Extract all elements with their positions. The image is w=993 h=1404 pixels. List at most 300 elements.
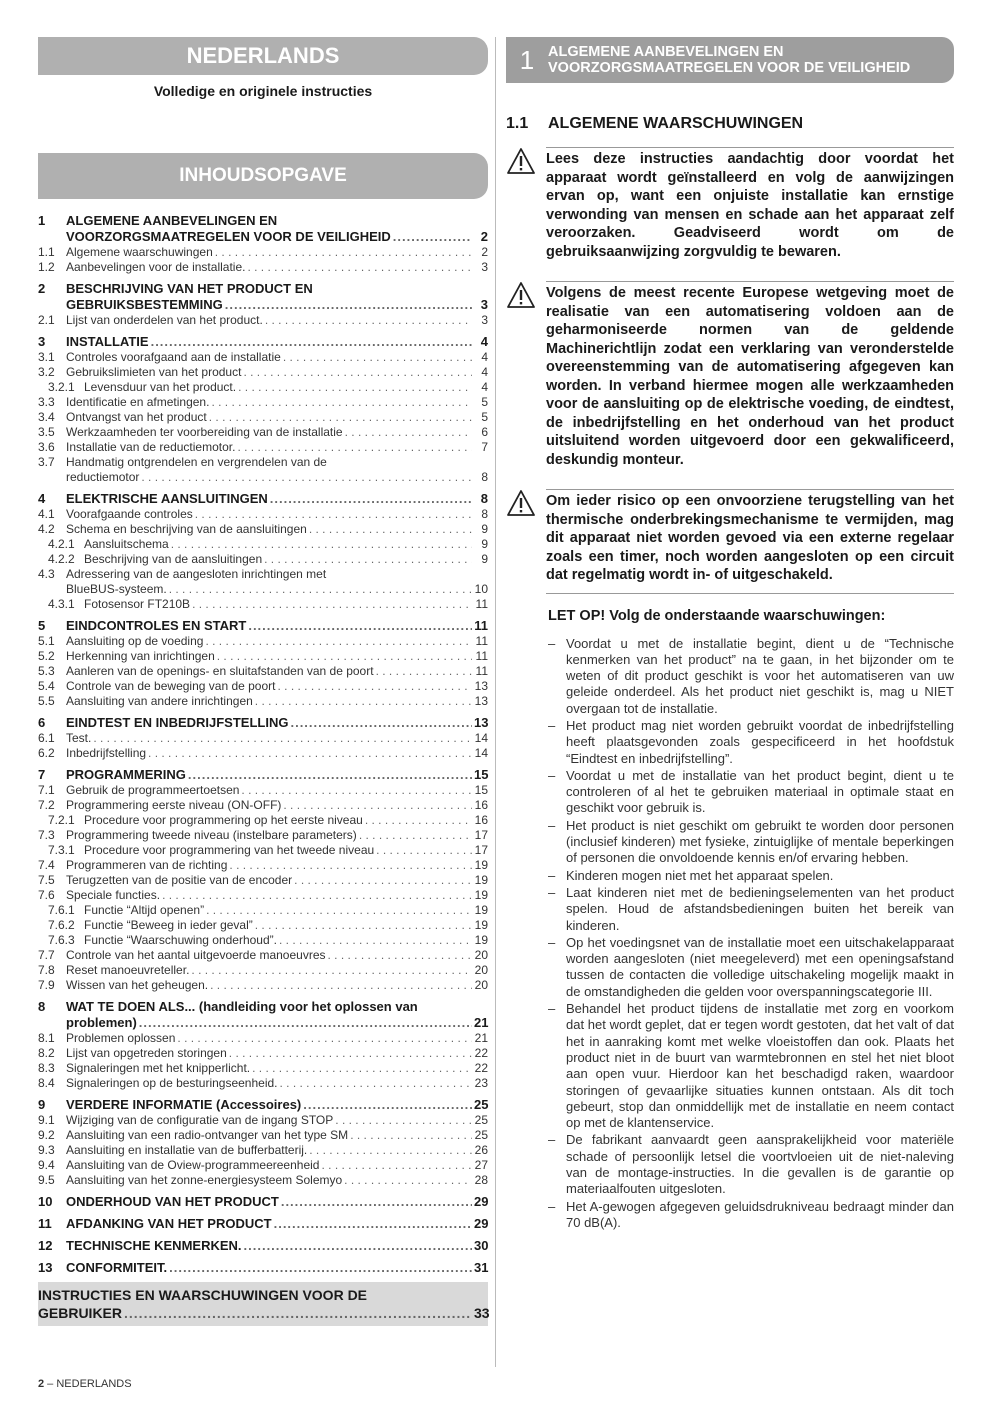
toc-leader	[393, 229, 472, 245]
toc-page: 8	[480, 491, 488, 506]
toc-text: Wijziging van de configuratie van de ingang STOP	[66, 1113, 334, 1127]
toc-line[interactable]	[38, 1260, 488, 1276]
toc-text: Functie “Altijd openen”	[84, 903, 205, 917]
toc-page: 13	[474, 694, 488, 708]
toc-number: 7.8	[38, 963, 55, 977]
toc-page: 17	[474, 843, 488, 857]
toc-number: 5	[38, 618, 46, 633]
toc-number: 3.5	[38, 425, 55, 439]
toc-number: 7	[38, 767, 46, 782]
toc-number: 9.1	[38, 1113, 55, 1127]
subsection-number: 1.1	[506, 115, 529, 132]
toc-leader	[209, 410, 472, 425]
toc-page: 11	[475, 597, 488, 611]
toc-line[interactable]	[38, 1194, 488, 1210]
toc-text: CONFORMITEIT.	[66, 1260, 168, 1275]
toc-page: 3	[481, 260, 488, 274]
toc-leader	[283, 350, 472, 365]
toc-leader	[188, 767, 472, 783]
toc-line[interactable]	[38, 649, 488, 664]
toc-line[interactable]	[38, 537, 488, 552]
warning-icon	[506, 489, 546, 594]
toc-text: WAT TE DOEN ALS... (handleiding voor het oplossen van	[66, 999, 418, 1014]
toc-line[interactable]	[38, 313, 488, 328]
toc-text: VOORZORGSMAATREGELEN VOOR DE VEILIGHEID	[66, 229, 391, 244]
toc-text: Programmering eerste niveau (ON-OFF)	[66, 798, 282, 812]
bullet-item: – Op het voedingsnet van de installatie moet een uitschakelapparaat worden aangesloten (niet meegeleverd) met een openingsafstand tussen de contacten die volledige uitschakeling mogelijk maakt in de omstandigheden die gelden voor overspanningscategorie III.	[548, 935, 954, 1000]
toc-text: Terugzetten van de positie van de encoder	[66, 873, 293, 887]
toc-number: 7.7	[38, 948, 55, 962]
toc-page: 27	[474, 1158, 488, 1172]
toc-line[interactable]	[38, 1076, 488, 1091]
toc-leader	[195, 507, 472, 522]
toc-text: reductiemotor	[66, 470, 140, 484]
footer-page-number: 2	[38, 1378, 45, 1390]
toc-line[interactable]	[38, 597, 488, 612]
right-column	[506, 37, 954, 1232]
toc-line[interactable]	[38, 213, 488, 229]
bullet-item: – Het product is niet geschikt om gebruikt te worden door personen (inclusief kinderen) met fysieke, zintuiglijke of mentale beperkingen of personen die onvoldoende kennis en/of ervaring hebben.	[548, 818, 954, 867]
toc-line[interactable]	[38, 858, 488, 873]
toc-number: 7.4	[38, 858, 55, 872]
subtitle: Volledige en originele instructies	[153, 83, 373, 99]
toc-text: Handmatig ontgrendelen en vergrendelen van de	[66, 455, 327, 469]
toc-line[interactable]	[38, 888, 488, 903]
toc-chapter	[38, 1238, 488, 1254]
toc-text: Aansluiting op de voeding	[66, 634, 204, 648]
toc-text: Wissen van het geheugen.	[66, 978, 209, 992]
toc-leader	[93, 731, 472, 746]
section-number: 1	[519, 44, 535, 75]
toc-leader	[225, 297, 472, 313]
toc-line[interactable]	[38, 828, 488, 843]
toc-page: 3	[480, 297, 488, 312]
toc-leader	[151, 334, 472, 350]
toc-leader	[328, 948, 473, 963]
toc-page: 9	[481, 552, 488, 566]
bullet-item: – De fabrikant aanvaardt geen aansprakelijkheid voor materiële schade of persoonlijk letsel die voortvloeien uit de niet-naleving van de montage-instructies. In die gevallen is de garantie op materiaalfouten uitgesloten.	[548, 1132, 954, 1197]
toc-line[interactable]	[38, 470, 488, 485]
bullet-item: – Het product mag niet worden gebruikt voordat de inbedrijfstelling heeft plaatsgevonden zoals gespecificeerd in het hoofdstuk “Eindtest en inbedrijfstelling”.	[548, 718, 954, 767]
toc-page: 21	[474, 1015, 489, 1030]
toc-page: 29	[474, 1194, 489, 1209]
toc-number: 7.6.3	[48, 933, 75, 947]
toc-number: 7.9	[38, 978, 55, 992]
toc-leader	[148, 746, 472, 761]
toc-page: 11	[475, 664, 488, 678]
toc-line[interactable]	[38, 229, 488, 245]
toc-text: Fotosensor FT210B	[84, 597, 191, 611]
warning-icon	[506, 147, 546, 261]
toc-line[interactable]	[38, 1113, 488, 1128]
toc-number: 9.3	[38, 1143, 55, 1157]
toc-text: Ontvangst van het product	[66, 410, 207, 424]
toc-line[interactable]	[38, 963, 488, 978]
section-title-line: ALGEMENE AANBEVELINGEN EN	[548, 44, 784, 60]
toc-number: 9.5	[38, 1173, 55, 1187]
toc-line[interactable]	[38, 918, 488, 933]
toc-page: 16	[474, 813, 488, 827]
toc-number: 6.1	[38, 731, 55, 745]
toc-page: 22	[474, 1061, 488, 1075]
toc-page: 25	[474, 1097, 489, 1112]
language-banner: NEDERLANDS	[38, 37, 488, 75]
toc-leader	[171, 537, 472, 552]
toc-number: 7.6	[38, 888, 55, 902]
toc-line[interactable]	[38, 522, 488, 537]
toc-line[interactable]	[38, 1158, 488, 1173]
toc-number: 8.1	[38, 1031, 55, 1045]
toc-text: Levensduur van het product.	[84, 380, 237, 394]
toc-line[interactable]	[38, 731, 488, 746]
warning-text: Om ieder risico op een onvoorziene terugstelling van het thermische onderbrekingsmechanisme te vermijden, mag dit apparaat niet worden gevoed via een externe regelaar zoals een timer, noch worden aangesloten op een circuit dat regelmatig wordt in- of uitgeschakeld.	[546, 489, 954, 594]
toc-number: 4.3	[38, 567, 55, 581]
toc-leader	[277, 679, 472, 694]
toc-number: 3.6	[38, 440, 55, 454]
toc-chapter	[38, 618, 488, 709]
toc-number: 5.4	[38, 679, 55, 693]
toc-page: 13	[474, 679, 488, 693]
toc-line[interactable]	[38, 1143, 488, 1158]
toc-chapter	[38, 491, 488, 612]
toc-page: 11	[475, 634, 488, 648]
toc-number: 4.3.1	[48, 597, 75, 611]
warning-block	[506, 489, 954, 594]
toc-page: 4	[480, 334, 488, 349]
toc-line[interactable]	[38, 634, 488, 649]
toc-text: Speciale functies.	[66, 888, 161, 902]
toc-line[interactable]	[38, 491, 488, 507]
toc-page: 20	[474, 963, 488, 977]
toc-line[interactable]	[38, 933, 488, 948]
toc-page: 7	[481, 440, 488, 454]
toc-number: 5.3	[38, 664, 55, 678]
toc-text: BESCHRIJVING VAN HET PRODUCT EN	[66, 281, 313, 296]
toc-line[interactable]	[38, 715, 488, 731]
toc-text: TECHNISCHE KENMERKEN.	[66, 1238, 242, 1253]
toc-text: Controles voorafgaand aan de installatie	[66, 350, 281, 364]
toc-leader	[344, 1173, 472, 1188]
toc-number: 8.4	[38, 1076, 55, 1090]
toc-page: 4	[481, 365, 488, 379]
warning-block	[506, 281, 954, 469]
toc-leader	[376, 843, 472, 858]
toc-leader	[141, 470, 472, 485]
toc-line[interactable]	[38, 903, 488, 918]
toc-text: EINDCONTROLES EN START	[66, 618, 247, 633]
toc-number: 9	[38, 1097, 46, 1112]
toc-leader	[229, 858, 472, 873]
toc-line[interactable]	[38, 1173, 488, 1188]
toc-leader	[124, 1304, 472, 1322]
toc-text: Lijst van opgetreden storingen	[66, 1046, 227, 1060]
toc-line[interactable]	[38, 260, 488, 275]
toc-line[interactable]	[38, 582, 488, 597]
toc-number: 8	[38, 999, 46, 1014]
toc-leader	[243, 365, 472, 380]
toc-leader	[252, 1061, 472, 1076]
warning-icon	[506, 281, 546, 469]
toc-leader	[321, 1158, 472, 1173]
toc-page: 2	[481, 245, 488, 259]
toc-text: Procedure voor programmering van het tweede niveau	[84, 843, 375, 857]
toc-line[interactable]	[38, 664, 488, 679]
toc-page: 10	[474, 582, 488, 596]
toc-page: 21	[474, 1031, 488, 1045]
toc-number: 4.2.2	[48, 552, 75, 566]
toc-page: 8	[481, 470, 488, 484]
toc-leader	[335, 1113, 472, 1128]
toc-page: 29	[474, 1216, 489, 1231]
toc-number: 3	[38, 334, 46, 349]
toc-line[interactable]	[38, 1031, 488, 1046]
toc-text: Aansluiting van de Oview-programmeereenheid	[66, 1158, 320, 1172]
toc-page: 25	[474, 1113, 488, 1127]
toc-number: 7.2	[38, 798, 55, 812]
toc-text: Aansluiting en installatie van de bufferbatterij.	[66, 1143, 308, 1157]
toc-line[interactable]	[38, 618, 488, 634]
toc-line[interactable]	[38, 567, 488, 582]
toc-chapter	[38, 715, 488, 761]
warnings-list	[506, 147, 954, 594]
toc-number: 5.1	[38, 634, 55, 648]
toc-page: 28	[474, 1173, 488, 1187]
toc-line[interactable]	[38, 245, 488, 260]
warning-text: Volgens de meest recente Europese wetgeving moet de realisatie van een automatisering voldoen aan de geharmoniseerde normen van de geldende Machinerichtlijn zodat een verklaring van veronderstelde overeenstemming van de automatisering afgegeven kan worden. In verband hiermee mogen alle werkzaamheden voor de aansluiting op de elektrische voeding, de eindtest, de inbedrijfstelling en het onderhoud van het product uitsluitend worden uitgevoerd door een gekwalificeerd, deskundig monteur.	[546, 281, 954, 469]
toc-line[interactable]	[38, 1216, 488, 1232]
toc-leader	[376, 664, 472, 679]
toc-leader	[215, 245, 472, 260]
toc-leader	[211, 395, 472, 410]
bullet-item: – Laat kinderen niet met de bedieningselementen van het product spelen. Houd de afstandsbedieningen buiten het bereik van kinderen.	[548, 885, 954, 934]
toc-number: 2.1	[38, 313, 55, 327]
toc-text: Controle van de beweging van de poort	[66, 679, 276, 693]
attention-heading: LET OP! Volg de onderstaande waarschuwingen:	[548, 607, 886, 624]
toc-page: 20	[474, 948, 488, 962]
page-footer	[38, 1378, 132, 1390]
toc-number: 11	[38, 1216, 52, 1231]
user-instructions-entry[interactable]	[38, 1282, 488, 1326]
toc-page: 15	[474, 783, 488, 797]
toc-number: 4.1	[38, 507, 55, 521]
toc-leader	[139, 1015, 472, 1031]
toc-number: 2	[38, 281, 46, 296]
toc-number: 1	[38, 213, 46, 228]
toc-line[interactable]	[38, 999, 488, 1015]
toc-line[interactable]	[38, 1097, 488, 1113]
toc-leader	[365, 813, 472, 828]
toc-leader	[309, 522, 472, 537]
toc-text: INSTRUCTIES EN WAARSCHUWINGEN VOOR DE	[38, 1287, 368, 1303]
toc-leader	[345, 425, 472, 440]
toc-text: Voorafgaande controles	[66, 507, 193, 521]
toc-number: 3.2.1	[48, 380, 75, 394]
toc-text: Signaleringen op de besturingseenheid.	[66, 1076, 278, 1090]
toc-page: 22	[474, 1046, 488, 1060]
toc-text: Aanleren van de openings- en sluitafstanden van de poort	[66, 664, 374, 678]
toc-number: 7.3.1	[48, 843, 75, 857]
toc-leader	[191, 963, 472, 978]
subsection-heading	[506, 115, 954, 133]
toc-text: Programmering tweede niveau (instelbare parameters)	[66, 828, 357, 842]
toc-line[interactable]	[38, 380, 488, 395]
toc-line[interactable]	[38, 507, 488, 522]
toc-text: Problemen oplossen	[66, 1031, 176, 1045]
toc-line[interactable]	[38, 843, 488, 858]
toc-leader	[264, 552, 472, 567]
toc-text: Adressering van de aangesloten inrichtingen met	[66, 567, 327, 581]
section-banner	[506, 37, 954, 83]
toc-line[interactable]	[38, 297, 488, 313]
toc-chapter	[38, 1194, 488, 1210]
toc-page: 26	[474, 1143, 488, 1157]
toc-line[interactable]	[38, 798, 488, 813]
toc-number: 3.4	[38, 410, 55, 424]
toc-leader	[309, 1143, 472, 1158]
toc-leader	[205, 634, 472, 649]
toc-leader	[206, 903, 472, 918]
bullet-item: – Het A-gewogen afgegeven geluidsdrukniveau bedraagt minder dan 70 dB(A).	[548, 1199, 954, 1232]
toc-text: ELEKTRISCHE AANSLUITINGEN	[66, 491, 268, 506]
toc-page: 9	[481, 522, 488, 536]
warning-text: Lees deze instructies aandachtig door voordat het apparaat wordt geïnstalleerd en volg de aanwijzingen ervan op, want een onjuiste installatie kan ernstige verwonding van mensen en schade aan het apparaat zelf veroorzaken. Geadviseerd wordt om de gebruiksaanwijzing zorgvuldig te bewaren.	[546, 147, 954, 261]
warning-block	[506, 147, 954, 261]
section-title-line: VOORZORGSMAATREGELEN VOOR DE VEILIGHEID	[548, 60, 911, 76]
toc-page: 14	[474, 746, 488, 760]
toc-page: 2	[480, 229, 488, 244]
toc-page: 25	[474, 1128, 488, 1142]
toc-text: Functie “Waarschuwing onderhoud”.	[84, 933, 277, 947]
toc-page: 5	[481, 395, 488, 409]
toc-line[interactable]	[38, 1128, 488, 1143]
bullet-item: – Voordat u met de installatie van het product begint, dient u te controleren of al het te gebruiken materiaal in optimale staat en geschikt voor gebruik is.	[548, 768, 954, 817]
toc-text: AFDANKING VAN HET PRODUCT	[66, 1216, 272, 1231]
toc-text: Reset manoeuvreteller.	[66, 963, 190, 977]
toc-chapter	[38, 213, 488, 275]
toc-leader	[244, 1238, 472, 1254]
toc-line[interactable]	[38, 1046, 488, 1061]
bullet-item: – Kinderen mogen niet met het apparaat spelen.	[548, 868, 954, 884]
toc-leader	[162, 888, 472, 903]
toc-text: Aansluitschema	[84, 537, 169, 551]
toc-line[interactable]	[38, 767, 488, 783]
toc-leader	[177, 1031, 472, 1046]
toc-page: 8	[481, 507, 488, 521]
toc-number: 7.5	[38, 873, 55, 887]
toc-leader	[280, 1076, 473, 1091]
toc-text: GEBRUIKER	[38, 1305, 123, 1321]
footer-language: – NEDERLANDS	[44, 1378, 132, 1390]
toc-line[interactable]	[38, 679, 488, 694]
toc-line[interactable]	[38, 813, 488, 828]
toc-number: 9.2	[38, 1128, 55, 1142]
toc-chapter	[38, 1097, 488, 1188]
toc-number: 7.3	[38, 828, 55, 842]
toc-leader	[294, 873, 472, 888]
toc-leader	[303, 1097, 472, 1113]
toc-page: 14	[474, 731, 488, 745]
toc-leader	[237, 440, 472, 455]
toc-line[interactable]	[38, 334, 488, 350]
toc-number: 8.3	[38, 1061, 55, 1075]
toc-leader	[229, 1046, 472, 1061]
toc-text: INSTALLATIE	[66, 334, 149, 349]
toc-text: Lijst van onderdelen van het product.	[66, 313, 263, 327]
toc-line[interactable]	[38, 395, 488, 410]
toc-page: 19	[474, 933, 488, 947]
toc-number: 6	[38, 715, 46, 730]
toc-number: 7.1	[38, 783, 55, 797]
toc-text: Gebruikslimieten van het product	[66, 365, 242, 379]
toc-line	[38, 1286, 488, 1304]
toc-line[interactable]	[38, 978, 488, 993]
warning-bullets	[548, 636, 954, 1232]
toc-number: 1.1	[38, 245, 55, 259]
bullet-item: – Voordat u met de installatie begint, dient u de “Technische kenmerken van het product” na te gaan, in het bijzonder om te weten of dit product geschikt is voor het automatiseren van uw geleide onderdeel. Als het product niet geschikt is, mag u NIET overgaan tot de installatie.	[548, 636, 954, 717]
toc-leader	[350, 1128, 472, 1143]
toc-text: GEBRUIKSBESTEMMING	[66, 297, 223, 312]
toc-line[interactable]	[38, 281, 488, 297]
toc-line[interactable]	[38, 365, 488, 380]
toc-number: 3.2	[38, 365, 55, 379]
toc-text: Werkzaamheden ter voorbereiding van de installatie	[66, 425, 343, 439]
toc-page: 4	[481, 380, 488, 394]
toc-text: Aanbevelingen voor de installatie.	[66, 260, 246, 274]
toc-leader	[241, 783, 472, 798]
toc-line[interactable]	[38, 410, 488, 425]
toc-leader	[210, 978, 472, 993]
toc-line[interactable]	[38, 694, 488, 709]
toc-text: Schema en beschrijving van de aansluitingen	[66, 522, 307, 536]
toc-leader	[283, 798, 472, 813]
toc-line[interactable]	[38, 425, 488, 440]
toc-line[interactable]	[38, 873, 488, 888]
toc-leader	[169, 582, 472, 597]
toc-line[interactable]	[38, 1238, 488, 1254]
toc-number: 6.2	[38, 746, 55, 760]
toc-line[interactable]	[38, 440, 488, 455]
toc-page: 3	[481, 313, 488, 327]
toc-page: 13	[474, 715, 489, 730]
toc-line[interactable]	[38, 350, 488, 365]
toc-leader	[281, 1194, 472, 1210]
toc-number: 13	[38, 1260, 53, 1275]
toc-line[interactable]	[38, 552, 488, 567]
toc-line[interactable]	[38, 746, 488, 761]
toc-line[interactable]	[38, 455, 488, 470]
toc-text: EINDTEST EN INBEDRIJFSTELLING	[66, 715, 289, 730]
toc-line[interactable]	[38, 783, 488, 798]
toc-leader	[279, 933, 472, 948]
toc-number: 7.6.2	[48, 918, 75, 932]
toc-text: VERDERE INFORMATIE (Accessoires)	[66, 1097, 302, 1112]
bullet-item: – Behandel het product tijdens de installatie met zorg en voorkom dat het wordt geplet, dat er tegen wordt gestoten, dat het valt of dat het in aanraking komt met welke vloeistoffen dan ook. Plaats het product niet in de buurt van warmtebronnen en stel het niet bloot aan open vuur. Hierdoor kan het beschadigd raken, waardoor storingen of gevaarlijke situaties kunnen ontstaan. Als dit toch gebeurt, stop dan onmiddellijk met de installatie en neem contact op met de klantenservice.	[548, 1001, 954, 1131]
toc-number: 4	[38, 491, 46, 506]
toc-page: 5	[481, 410, 488, 424]
section-title	[548, 44, 910, 76]
toc-page: 17	[474, 828, 488, 842]
toc-line[interactable]	[38, 1015, 488, 1031]
toc-line[interactable]	[38, 948, 488, 963]
toc-number: 7.6.1	[48, 903, 75, 917]
toc-text: ONDERHOUD VAN HET PRODUCT	[66, 1194, 279, 1209]
toc-page: 19	[474, 918, 488, 932]
toc-chapter	[38, 281, 488, 328]
toc-line[interactable]	[38, 1061, 488, 1076]
toc-leader	[274, 1216, 472, 1232]
toc-text: BlueBUS-systeem.	[66, 582, 167, 596]
toc-number: 4.2.1	[48, 537, 75, 551]
